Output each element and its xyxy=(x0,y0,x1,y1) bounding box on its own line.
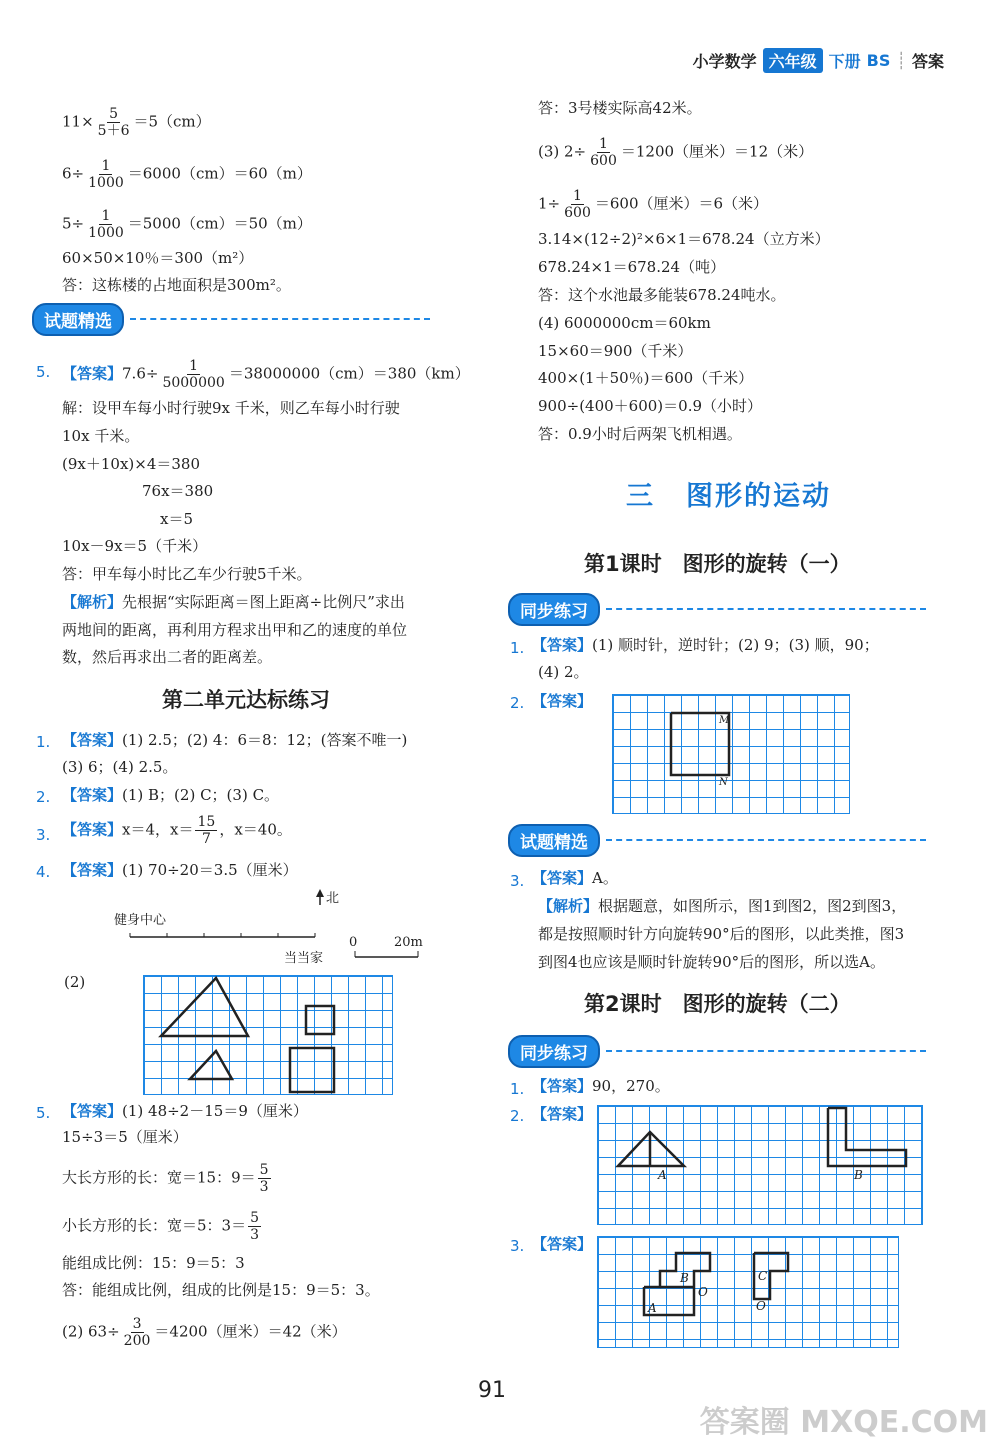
header-term: 下册 xyxy=(828,52,861,71)
left-line-1: 11× $\frac{5}{5+6}$ ＝5（cm） xyxy=(62,106,211,139)
header-separator: ┊ xyxy=(896,51,906,70)
u5-line-3: 大长方形的长：宽＝15：9＝ $\frac{5}{3}$ xyxy=(62,1162,269,1195)
u1-answer-2: (3) 6；(4) 2.5。 xyxy=(62,758,178,776)
q5-analysis-1: 【解析】先根据“实际距离＝图上距离÷比例尺”求出 xyxy=(62,593,405,611)
map-diagram xyxy=(100,885,440,965)
u2-number: 2. xyxy=(36,788,51,806)
u5-line-2: 15÷3＝5（厘米） xyxy=(62,1128,188,1146)
header-answer: 答案 xyxy=(911,52,944,71)
q5-line-2: 解：设甲车每小时行驶9x 千米，则乙车每小时行驶 xyxy=(62,399,400,417)
map-home-label: 当当家 xyxy=(284,951,324,966)
grid-s2-shapes xyxy=(613,695,849,813)
chapter-title: 图形的运动 xyxy=(686,481,831,512)
u5-line-7: (2) 63÷ $\frac{3}{200}$ ＝4200（厘米）＝42（米） xyxy=(62,1316,347,1349)
large-rectangle xyxy=(290,1048,334,1092)
q5-line-8: 答：甲车每小时比乙车少行驶5千米。 xyxy=(62,565,312,583)
map-scale-label: 20m xyxy=(394,935,423,950)
small-triangle xyxy=(190,1051,232,1079)
q5-line-7: 10x－9x＝5（千米） xyxy=(62,537,208,555)
right-line-4: 3.14×(12÷2)²×6×1＝678.24（立方米） xyxy=(538,230,830,248)
l-shape-b xyxy=(828,1108,906,1166)
banner-selected-1: 试题精选 xyxy=(32,304,430,334)
right-line-10: 900÷(400＋600)＝0.9（小时） xyxy=(538,397,763,415)
p3-answer: 【答案】 xyxy=(532,1235,593,1253)
grid-p2-label-a: A xyxy=(658,1168,667,1182)
t3-analysis-1: 【解析】根据题意，如图所示，图1到图2，图2到图3， xyxy=(538,897,907,915)
u4-answer-2: (2) xyxy=(64,973,86,991)
right-line-1: 答：3号楼实际高42米。 xyxy=(538,99,702,117)
t3-analysis-2: 都是按照顺时针方向旋转90°后的图形，以此类推，图3 xyxy=(538,925,905,943)
right-line-11: 答：0.9小时后两架飞机相遇。 xyxy=(538,425,742,443)
t3-analysis-3: 到图4也应该是顺时针旋转90°后的图形，所以选A。 xyxy=(538,953,885,971)
grid-p2-shapes xyxy=(598,1106,922,1224)
header-subject: 小学数学 xyxy=(692,52,757,71)
s2-answer: 【答案】 xyxy=(532,692,593,710)
grid-p3-label-a: A xyxy=(648,1301,657,1315)
u5-answer: 【答案】(1) 48÷2－15＝9（厘米） xyxy=(62,1102,308,1120)
p3-number: 3. xyxy=(510,1237,525,1255)
large-triangle xyxy=(161,978,248,1036)
t3-answer: 【答案】A。 xyxy=(532,869,618,887)
s1-answer: 【答案】(1) 顺时针，逆时针；(2) 9；(3) 顺，90； xyxy=(532,636,879,654)
q5-line-5: 76x＝380 xyxy=(142,482,214,500)
p2-answer: 【答案】 xyxy=(532,1105,593,1123)
small-rectangle xyxy=(306,1006,334,1034)
grid-p3-label-o2: O xyxy=(756,1299,766,1313)
u3-number: 3. xyxy=(36,826,51,844)
right-line-3: 1÷ $\frac{1}{600}$ ＝600（厘米）＝6（米） xyxy=(538,188,769,221)
map-scale-zero: 0 xyxy=(349,935,358,950)
lesson2-title: 第2课时 图形的旋转（二） xyxy=(584,992,851,1016)
north-arrowhead-icon xyxy=(316,889,324,897)
banner-sync-2: 同步练习 xyxy=(508,1036,926,1066)
chapter-number: 三 xyxy=(626,481,655,512)
right-line-8: 15×60＝900（千米） xyxy=(538,342,693,360)
grid-p2 xyxy=(597,1105,923,1225)
q5-line-3: 10x 千米。 xyxy=(62,427,140,445)
grid-p3-label-b: B xyxy=(680,1271,689,1285)
p1-answer: 【答案】90，270。 xyxy=(532,1077,670,1095)
grid-p3-label-c: C xyxy=(758,1269,768,1283)
page-number: 91 xyxy=(478,1378,506,1403)
left-line-2: 6÷ $\frac{1}{1000}$ ＝6000（cm）＝60（m） xyxy=(62,158,312,191)
map-gym-label: 健身中心 xyxy=(114,913,167,928)
u5-line-6: 答：能组成比例，组成的比例是15：9＝5：3。 xyxy=(62,1281,380,1299)
q5-number: 5. xyxy=(36,363,51,381)
grid-u4 xyxy=(143,975,393,1095)
q5-line-6: x＝5 xyxy=(160,510,194,528)
grid-u4-shapes xyxy=(144,976,392,1094)
grid-s2-label-n: N xyxy=(719,777,728,788)
u1-number: 1. xyxy=(36,733,51,751)
lesson1-title: 第1课时 图形的旋转（一） xyxy=(584,552,851,576)
q5-analysis-3: 数，然后再求出二者的距离差。 xyxy=(62,648,273,666)
watermark: 答案圈 MXQE.COM xyxy=(699,1405,988,1440)
grid-s2-label-m: M xyxy=(719,715,730,726)
t3-number: 3. xyxy=(510,872,525,890)
grid-p2-label-b: B xyxy=(854,1168,863,1182)
u4-number: 4. xyxy=(36,863,51,881)
grid-s2 xyxy=(612,694,850,814)
q5-line-4: (9x＋10x)×4＝380 xyxy=(62,455,200,473)
right-line-7: (4) 6000000cm＝60km xyxy=(538,314,711,332)
u3-answer: 【答案】x＝4，x＝ $\frac{15}{7}$ ，x＝40。 xyxy=(62,814,292,847)
u5-number: 5. xyxy=(36,1104,51,1122)
map-north-label: 北 xyxy=(326,891,340,906)
unit-title: 第二单元达标练习 xyxy=(162,688,330,712)
s1-answer-2: (4) 2。 xyxy=(538,663,589,681)
q5-analysis-2: 两地间的距离，再利用方程求出甲和乙的速度的单位 xyxy=(62,621,408,639)
page-header xyxy=(693,48,944,73)
left-line-5: 答：这栋楼的占地面积是300m²。 xyxy=(62,276,291,294)
banner-sync-1: 同步练习 xyxy=(508,594,926,624)
right-line-2: (3) 2÷ $\frac{1}{600}$ ＝1200（厘米）＝12（米） xyxy=(538,136,814,169)
header-grade: 六年级 xyxy=(763,48,823,73)
u4-answer: 【答案】(1) 70÷20＝3.5（厘米） xyxy=(62,861,298,879)
u5-line-4: 小长方形的长：宽＝5：3＝ $\frac{5}{3}$ xyxy=(62,1210,260,1243)
left-line-3: 5÷ $\frac{1}{1000}$ ＝5000（cm）＝50（m） xyxy=(62,208,312,241)
u2-answer: 【答案】(1) B；(2) C；(3) C。 xyxy=(62,786,280,804)
grid-p3 xyxy=(597,1236,899,1348)
p2-number: 2. xyxy=(510,1107,525,1125)
header-edition: BS xyxy=(866,51,891,70)
left-line-4: 60×50×10％＝300（m²） xyxy=(62,249,254,267)
s1-number: 1. xyxy=(510,639,525,657)
right-line-9: 400×(1＋50％)＝600（千米） xyxy=(538,369,754,387)
p1-number: 1. xyxy=(510,1080,525,1098)
u1-answer: 【答案】(1) 2.5；(2) 4：6＝8：12；(答案不唯一) xyxy=(62,731,408,749)
grid-p3-label-o1: O xyxy=(698,1285,708,1299)
u5-line-5: 能组成比例：15：9＝5：3 xyxy=(62,1254,245,1272)
banner-selected-2: 试题精选 xyxy=(508,825,926,855)
right-line-6: 答：这个水池最多能装678.24吨水。 xyxy=(538,286,786,304)
q5-answer: 【答案】7.6÷ $\frac{1}{5000000}$ ＝38000000（cm）＝380（km） xyxy=(62,358,470,391)
grid-p3-shapes xyxy=(598,1237,898,1347)
s2-number: 2. xyxy=(510,694,525,712)
right-line-5: 678.24×1＝678.24（吨） xyxy=(538,258,726,276)
